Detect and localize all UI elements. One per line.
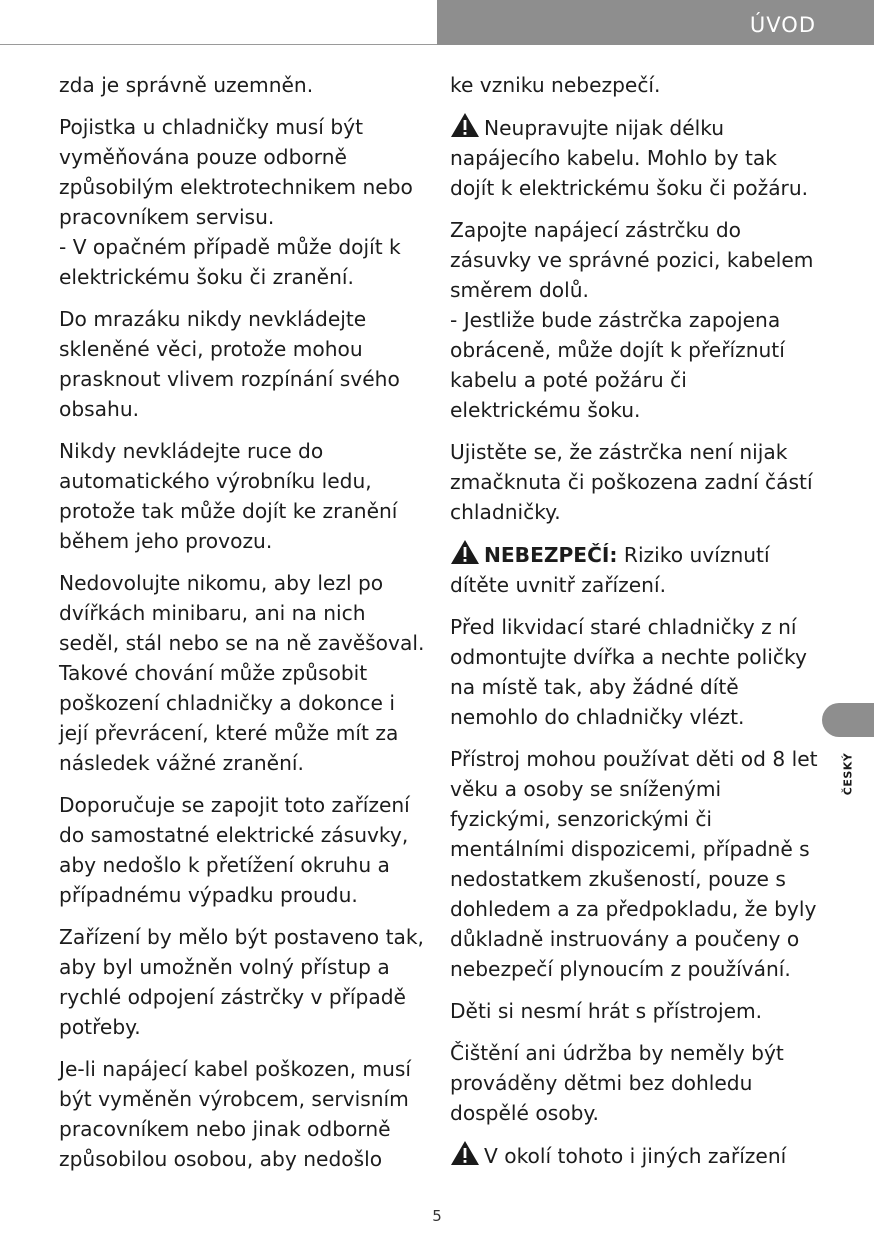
language-label: ČESKÝ — [841, 752, 855, 796]
warning-text: Neupravujte nijak délku napájecího kabelu. Mohlo by tak dojít k elektrickému šoku či požáru. — [450, 116, 809, 200]
paragraph: Pojistka u chladničky musí být vyměňována pouze odborně způsobilým elektrotechnikem nebo pracovníkem servisu. - V opačném případě může dojít k elektrickému šoku či zranění. — [59, 115, 413, 289]
page-number: 5 — [432, 1207, 442, 1225]
right-column — [450, 70, 820, 1183]
paragraph: Je-li napájecí kabel poškozen, musí být vyměněn výrobcem, servisním pracovníkem nebo jinak odborně způsobilou osobou, aby nedošlo — [59, 1057, 411, 1171]
warning-text: V okolí tohoto i jiných zařízení — [484, 1144, 787, 1168]
warning-paragraph — [450, 1140, 820, 1171]
header-rule — [0, 44, 438, 45]
paragraph: Doporučuje se zapojit toto zařízení do samostatné elektrické zásuvky, aby nedošlo k přetížení okruhu a případnému výpadku proudu. — [59, 793, 410, 907]
danger-text: Riziko uvíznutí dítěte uvnitř zařízení. — [450, 543, 770, 597]
warning-paragraph — [450, 112, 820, 203]
warning-triangle-icon — [450, 1140, 480, 1166]
warning-triangle-icon — [450, 112, 480, 138]
warning-triangle-icon — [450, 539, 480, 565]
paragraph: ke vzniku nebezpečí. — [450, 73, 661, 97]
paragraph: Nedovolujte nikomu, aby lezl po dvířkách minibaru, ani na nich seděl, stál nebo se na ně zavěšoval. Takové chování může způsobit poškození chladničky a dokonce i její převrácení, které může mít za následek vážné zranění. — [59, 571, 425, 775]
paragraph: Zapojte napájecí zástrčku do zásuvky ve správné pozici, kabelem směrem dolů. - Jestliže bude zástrčka zapojena obráceně, může dojít k přeříznutí kabelu a poté požáru či elektrickému šoku. — [450, 218, 814, 422]
language-tab — [822, 703, 874, 737]
paragraph: Děti si nesmí hrát s přístrojem. — [450, 999, 763, 1023]
header-tab — [437, 0, 874, 45]
paragraph: Čištění ani údržba by neměly být prováděny dětmi bez dohledu dospělé osoby. — [450, 1041, 784, 1125]
paragraph: Zařízení by mělo být postaveno tak, aby byl umožněn volný přístup a rychlé odpojení zástrčky v případě potřeby. — [59, 925, 424, 1039]
paragraph: Před likvidací staré chladničky z ní odmontujte dvířka a nechte poličky na místě tak, aby žádné dítě nemohlo do chladničky vlézt. — [450, 615, 807, 729]
paragraph: Ujistěte se, že zástrčka není nijak zmačknuta či poškozena zadní částí chladničky. — [450, 440, 813, 524]
danger-label: NEBEZPEČÍ: — [484, 543, 618, 567]
paragraph: Do mrazáku nikdy nevkládejte skleněné věci, protože mohou prasknout vlivem rozpínání svého obsahu. — [59, 307, 400, 421]
danger-paragraph — [450, 539, 820, 600]
paragraph: zda je správně uzemněn. — [59, 73, 314, 97]
section-title: ÚVOD — [749, 13, 816, 37]
paragraph: Přístroj mohou používat děti od 8 let věku a osoby se sníženými fyzickými, senzorickými či mentálními dispozicemi, případně s nedostatkem zkušeností, pouze s dohledem a za předpokladu, že byly důkladně instruovány a poučeny o nebezpečí plynoucím z používání. — [450, 747, 818, 981]
left-column — [59, 70, 429, 1186]
paragraph: Nikdy nevkládejte ruce do automatického výrobníku ledu, protože tak může dojít ke zranění během jeho provozu. — [59, 439, 398, 553]
